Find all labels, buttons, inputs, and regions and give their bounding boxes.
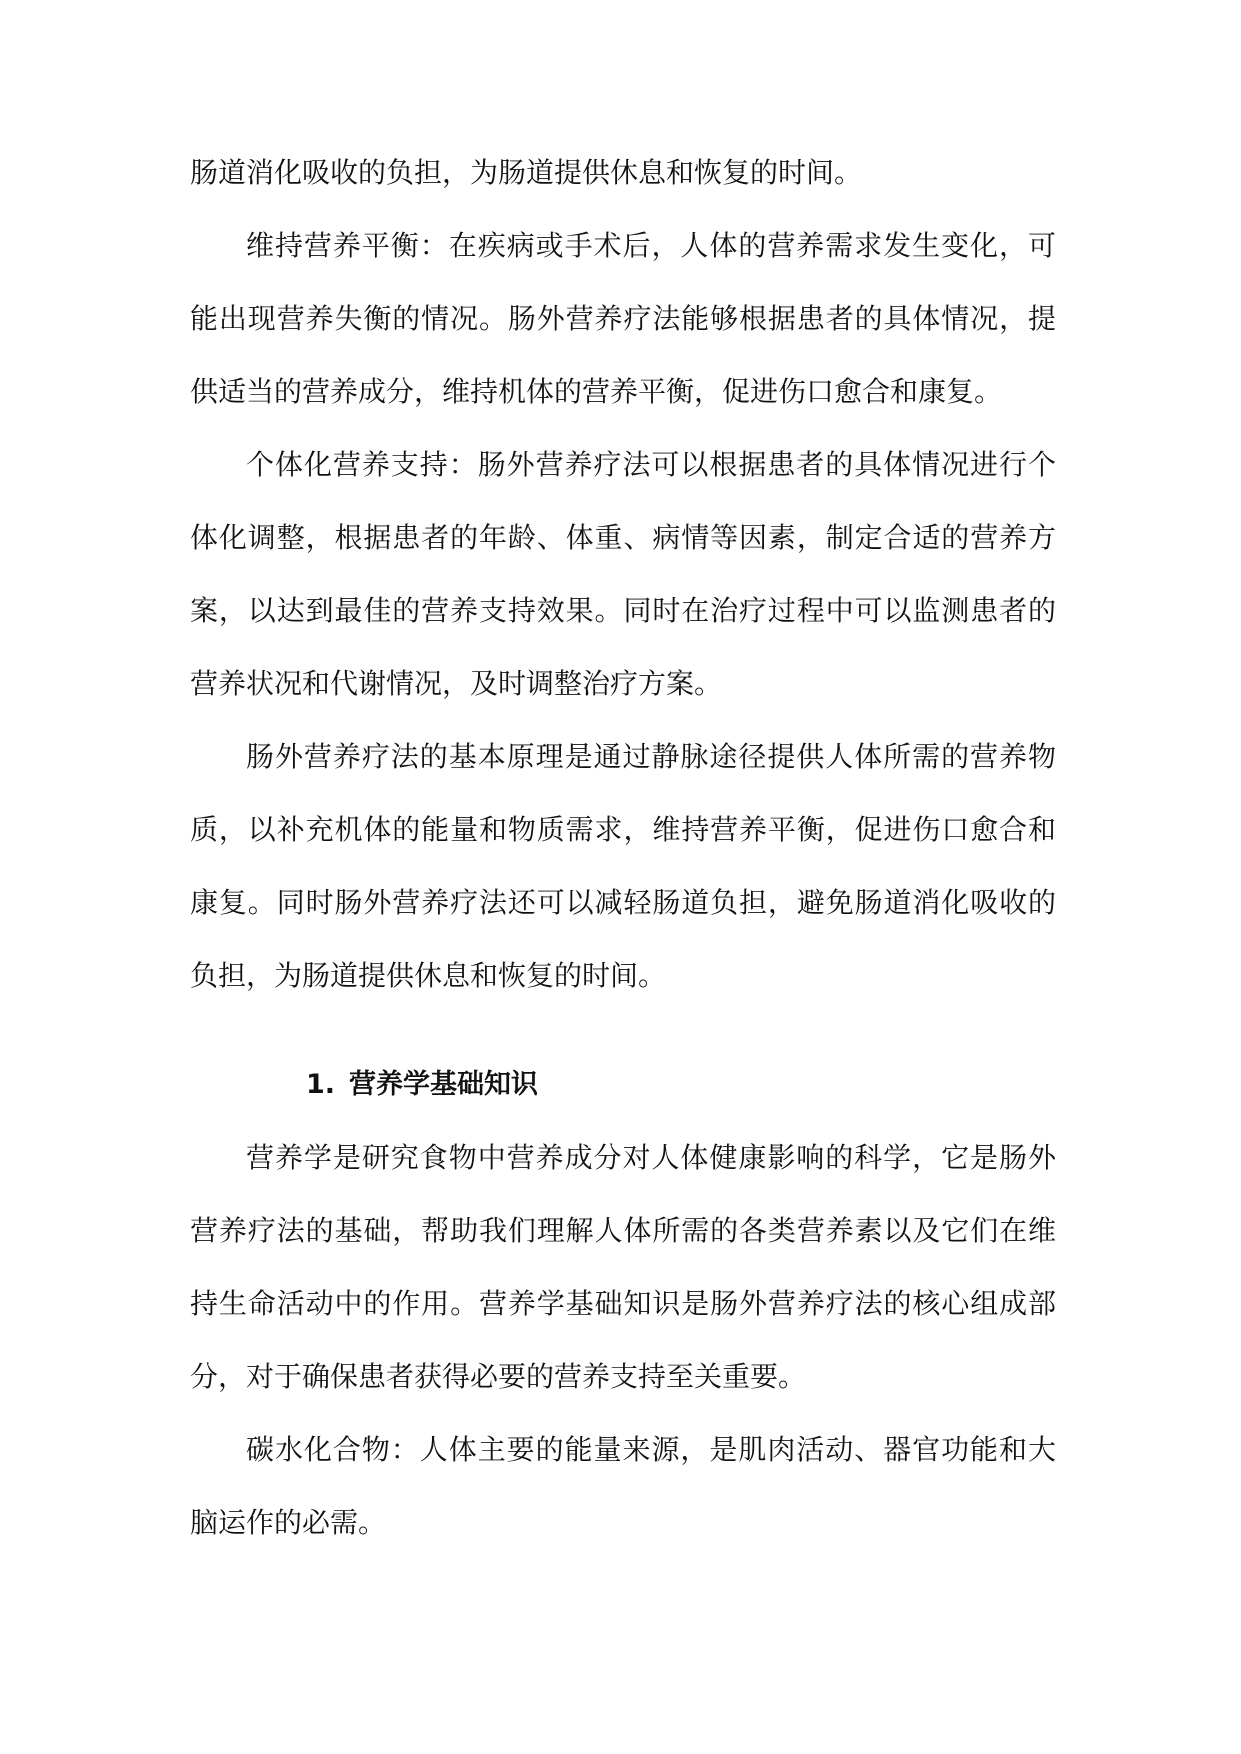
document-body <box>190 136 1056 1559</box>
paragraph-basic-principle: 肠外营养疗法的基本原理是通过静脉途径提供人体所需的营养物质，以补充机体的能量和物质需求，维持营养平衡，促进伤口愈合和康复。同时肠外营养疗法还可以减轻肠道负担，避免肠道消化吸收的负担，为肠道提供休息和恢复的时间。 <box>190 740 1056 992</box>
paragraph-individualized-support: 个体化营养支持：肠外营养疗法可以根据患者的具体情况进行个体化调整，根据患者的年龄、体重、病情等因素，制定合适的营养方案，以达到最佳的营养支持效果。同时在治疗过程中可以监测患者的营养状况和代谢情况，及时调整治疗方案。 <box>190 448 1056 700</box>
section-title: 营养学基础知识 <box>349 1069 539 1100</box>
section-heading <box>190 1048 1056 1121</box>
section-number: 1. <box>306 1069 336 1100</box>
paragraph-nutrition-balance: 维持营养平衡：在疾病或手术后，人体的营养需求发生变化，可能出现营养失衡的情况。肠外营养疗法能够根据患者的具体情况，提供适当的营养成分，维持机体的营养平衡，促进伤口愈合和康复。 <box>190 229 1056 408</box>
paragraph-continuation: 肠道消化吸收的负担，为肠道提供休息和恢复的时间。 <box>190 156 863 189</box>
paragraph-nutrition-intro: 营养学是研究食物中营养成分对人体健康影响的科学，它是肠外营养疗法的基础，帮助我们理解人体所需的各类营养素以及它们在维持生命活动中的作用。营养学基础知识是肠外营养疗法的核心组成部分，对于确保患者获得必要的营养支持至关重要。 <box>190 1141 1056 1393</box>
paragraph-carbohydrates: 碳水化合物：人体主要的能量来源，是肌肉活动、器官功能和大脑运作的必需。 <box>190 1433 1056 1539</box>
